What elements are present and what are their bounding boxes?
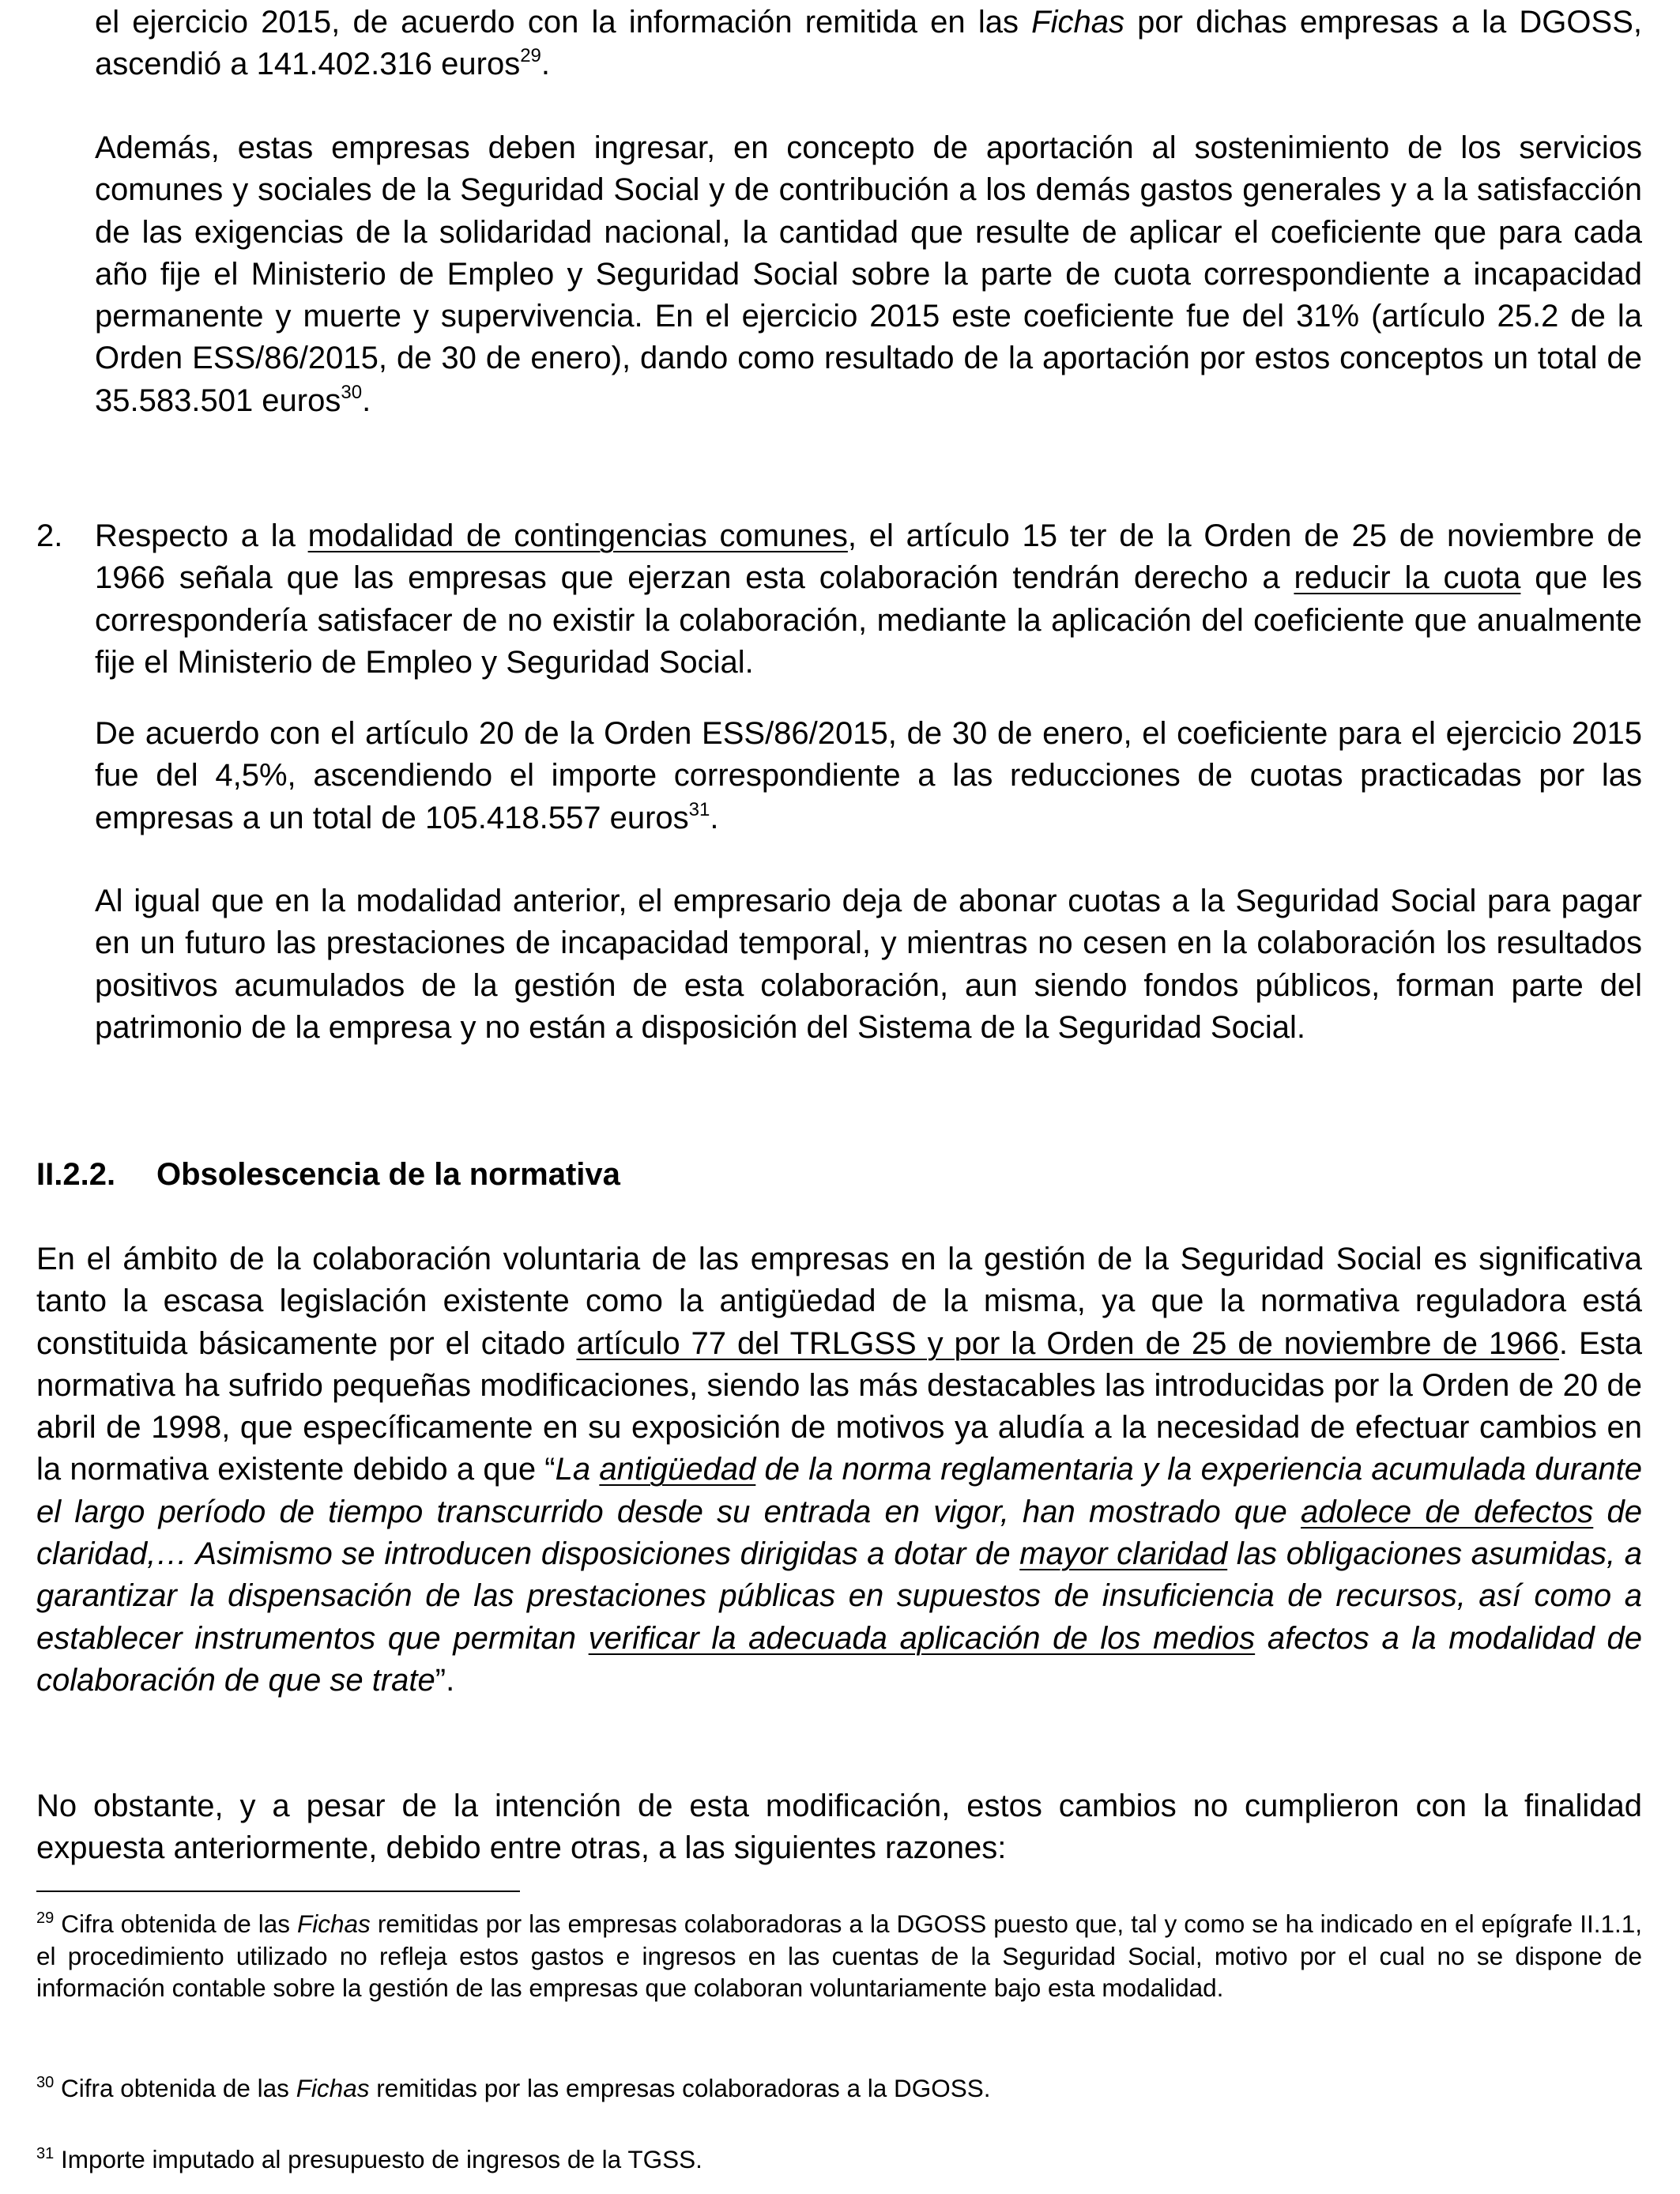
section-number: II.2.2. bbox=[36, 1157, 116, 1192]
footnote-ref-30[interactable]: 30 bbox=[341, 381, 363, 403]
underlined-text: artículo 77 del TRLGSS y por la Orden de 25 de noviembre de 1966 bbox=[576, 1325, 1559, 1361]
underlined-text: reducir la cuota bbox=[1294, 560, 1521, 596]
paragraph-modalidad-anterior bbox=[95, 880, 1642, 1049]
text-run: . bbox=[362, 383, 371, 418]
paragraph-text bbox=[36, 1238, 1642, 1702]
text-run: , el artículo 15 ter de la Orden de 25 de noviembre de 1966 señala que las empresas que ejerzan esta colaboración tendrán derecho a bbox=[95, 518, 1642, 596]
footnote-number: 30 bbox=[36, 2074, 55, 2091]
text-run: Respecto a la bbox=[95, 518, 308, 553]
section-heading bbox=[36, 1154, 620, 1196]
footnote-31: $^{31}$ Importe imputado al presupuesto de ingresos de la TGSS. bbox=[36, 2145, 703, 2173]
footnote-ref-29[interactable]: 29 bbox=[520, 45, 541, 67]
paragraph-text: No obstante, y a pesar de la intención de esta modificación, estos cambios no cumplieron con la finalidad expuesta anteriormente, debido entre otras, a las siguientes razones: bbox=[36, 1789, 1642, 1866]
underlined-text: verificar la adecuada aplicación de los medios bbox=[588, 1620, 1256, 1656]
paragraph-no-obstante bbox=[36, 1785, 1642, 1870]
text-run: . Esta normativa ha sufrido pequeñas modificaciones, siendo las más destacables las introducidas por la Orden de 20 de abril de 1998, que específicamente en su exposición de motivos ya aludía a la necesidad de efectuar cambios en la normativa existente debido a que “ bbox=[36, 1325, 1643, 1487]
text-run: Además, estas empresas deben ingresar, en concepto de aportación al sostenimiento de los servicios comunes y sociales de la Seguridad Social y de contribución a los demás gastos generales y a la satisfacción de las exigencias de la solidaridad nacional, la cantidad que resulte de aplicar el coeficiente que para cada año fije el Ministerio de Empleo y Seguridad Social sobre la parte de cuota correspondiente a incapacidad permanente y muerte y supervivencia. En el ejercicio 2015 este coeficiente fue del 31% (artículo 25.2 de la Orden ESS/86/2015, de 30 de enero), dando como resultado de la aportación por estos conceptos un total de 35.583.501 euros bbox=[95, 130, 1642, 418]
underlined-text: modalidad de contingencias comunes bbox=[307, 518, 848, 553]
text-run: que les correspondería satisfacer de no existir la colaboración, mediante la aplicación del coeficiente que anualmente fije el Ministerio de Empleo y Seguridad Social. bbox=[95, 560, 1642, 680]
footnote-number: 31 bbox=[36, 2145, 55, 2162]
text-run: De acuerdo con el artículo 20 de la Orden ESS/86/2015, de 30 de enero, el coeficiente para el ejercicio 2015 fue del 4,5%, ascendiendo el importe correspondiente a las reducciones de cuotas practicadas por las empresas a un total de 105.418.557 euros bbox=[95, 716, 1642, 835]
text-run: . bbox=[710, 800, 719, 835]
list-number: 2. bbox=[36, 518, 63, 553]
paragraph-text bbox=[95, 127, 1642, 422]
emphasis-text: Fichas bbox=[1031, 5, 1124, 40]
paragraph-normativa bbox=[36, 1238, 1642, 1702]
text-run: por dichas empresas a la DGOSS, ascendió a 141.402.316 euros bbox=[95, 5, 1642, 82]
quoted-text: La antigüedad de la norma reglamentaria y la experiencia acumulada durante el largo período de tiempo transcurrido desde su entrada en vigor, han mostrado que adolece de defectos de claridad,… Asimismo se introducen disposiciones dirigidas a dotar de mayor claridad las obligaciones asumidas, a garantizar la dispensación de las prestaciones públicas en supuestos de insuficiencia de recursos, así como a establecer instrumentos que permitan verificar la adecuada aplicación de los medios afectos a la modalidad de colaboración de que se trate bbox=[36, 1452, 1643, 1698]
paragraph-text: Al igual que en la modalidad anterior, el empresario deja de abonar cuotas a la Seguridad Social para pagar en un futuro las prestaciones de incapacidad temporal, y mientras no cesen en la colaboración los resultados positivos acumulados de la gestión de esta colaboración, aun siendo fondos públicos, forman parte del patrimonio de la empresa y no están a disposición del Sistema de la Seguridad Social. bbox=[95, 884, 1642, 1045]
footnote-29: $^{29}$ Cifra obtenida de las Fichas remitidas por las empresas colaboradoras a la DGOSS puesto que, tal y como se ha indicado en el epígrafe II.1.1, el procedimiento utilizado no refleja estos gastos e ingresos en las cuentas de la Seguridad Social, motivo por el cual no se dispone de información contable sobre la gestión de las empresas que colaboran voluntariamente bajo esta modalidad. bbox=[36, 1909, 1642, 2002]
underlined-text: adolece de defectos bbox=[1300, 1494, 1594, 1529]
paragraph-aportacion bbox=[95, 127, 1642, 422]
paragraph-text bbox=[95, 515, 1642, 684]
footnote-separator bbox=[36, 1891, 520, 1892]
paragraph-text bbox=[95, 713, 1642, 839]
footnote-ref-31[interactable]: 31 bbox=[688, 798, 710, 820]
paragraph-continuation bbox=[95, 2, 1642, 86]
section-title: Obsolescencia de la normativa bbox=[156, 1157, 620, 1192]
paragraph-coeficiente bbox=[95, 713, 1642, 839]
text-run: . bbox=[541, 47, 551, 82]
underlined-text: antigüedad bbox=[599, 1452, 756, 1487]
text-run: el ejercicio 2015, de acuerdo con la información remitida en las bbox=[95, 5, 1032, 40]
text-run: ”. bbox=[435, 1662, 455, 1698]
paragraph-contingencias-comunes bbox=[95, 515, 1642, 684]
footnote-number: 29 bbox=[36, 1909, 55, 1927]
text-run: En el ámbito de la colaboración voluntaria de las empresas en la gestión de la Seguridad Social es significativa tanto la escasa legislación existente como la antigüedad de la misma, ya que la normativa reguladora está constituida básicamente por el citado bbox=[36, 1242, 1642, 1361]
paragraph-text bbox=[95, 2, 1642, 86]
footnote-30: $^{30}$ Cifra obtenida de las Fichas remitidas por las empresas colaboradoras a la DGOSS. bbox=[36, 2074, 991, 2102]
underlined-text: mayor claridad bbox=[1019, 1536, 1228, 1572]
